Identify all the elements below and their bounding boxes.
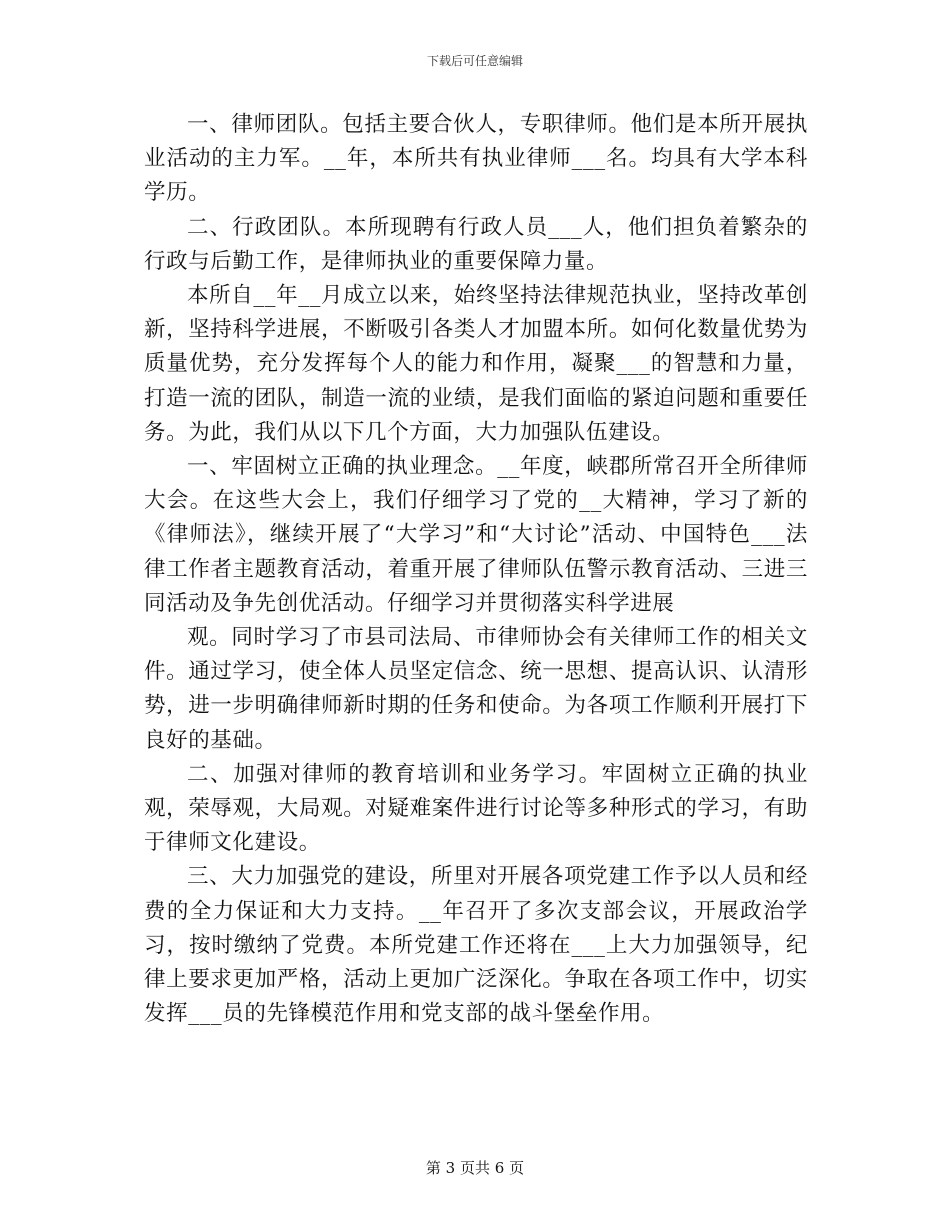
page-number: 第 3 页共 6 页 xyxy=(425,1159,525,1177)
paragraph-practice-philosophy: 一、牢固树立正确的执业理念。__年度，峡郡所常召开全所律师大会。在这些大会上，我们仔细学习了党的__大精神，学习了新的《律师法》，继续开展了“大学习”和“大讨论”活动、中国特色___法律工作者主题教育活动，着重开展了律师队伍警示教育活动、三进三同活动及争先创优活动。仔细学习并贯彻落实科学进展 xyxy=(144,454,808,616)
paragraph-study-outcomes: 观。同时学习了市县司法局、市律师协会有关律师工作的相关文件。通过学习，使全体人员坚定信念、统一思想、提高认识、认清形势，进一步明确律师新时期的任务和使命。为各项工作顺利开展打下良好的基础。 xyxy=(144,625,808,753)
document-body xyxy=(144,108,808,1031)
paragraph-firm-history: 本所自__年__月成立以来，始终坚持法律规范执业，坚持改革创新，坚持科学进展，不断吸引各类人才加盟本所。如何化数量优势为质量优势，充分发挥每个人的能力和作用，凝聚___的智慧和力量，打造一流的团队，制造一流的业绩，是我们面临的紧迫问题和重要任务。为此，我们从以下几个方面，大力加强队伍建设。 xyxy=(144,283,808,445)
paragraph-training: 二、加强对律师的教育培训和业务学习。牢固树立正确的执业观，荣辱观，大局观。对疑难案件进行讨论等多种形式的学习，有助于律师文化建设。 xyxy=(144,761,808,856)
paragraph-party-building: 三、大力加强党的建设，所里对开展各项党建工作予以人员和经费的全力保证和大力支持。__年召开了多次支部会议，开展政治学习，按时缴纳了党费。本所党建工作还将在___上大力加强领导，纪律上要求更加严格，活动上更加广泛深化。争取在各项工作中，切实发挥___员的先锋模范作用和党支部的战斗堡垒作用。 xyxy=(144,864,808,1027)
paragraph-lawyer-team: 一、律师团队。包括主要合伙人，专职律师。他们是本所开展执业活动的主力军。__年，本所共有执业律师___名。均具有大学本科学历。 xyxy=(144,112,808,206)
page-header: 下载后可任意编辑 xyxy=(426,54,523,68)
paragraph-admin-team: 二、行政团队。本所现聘有行政人员___人，他们担负着繁杂的行政与后勤工作，是律师执业的重要保障力量。 xyxy=(144,214,808,274)
